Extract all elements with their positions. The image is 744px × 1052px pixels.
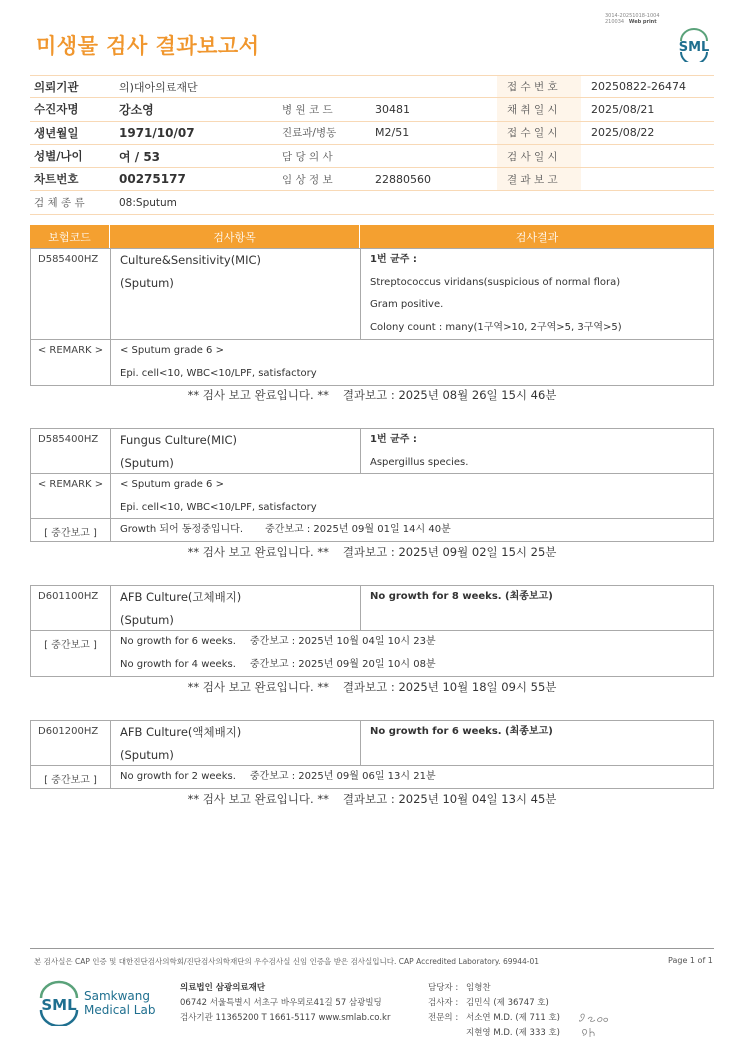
logo-text: SML: [678, 40, 710, 55]
result-row: [31, 429, 713, 474]
info-row: [30, 168, 714, 191]
patient-info-table: [30, 75, 714, 215]
test-item: [110, 249, 360, 339]
insurance-code: D585400HZ: [38, 434, 99, 445]
test-item: [110, 429, 360, 473]
test-result: [360, 586, 713, 630]
info-row: [30, 98, 714, 121]
specimen: (Sputum): [120, 612, 174, 627]
info-row: [30, 145, 714, 168]
result-line: 1번 균주 :: [370, 434, 417, 445]
interim-label: [ 중간보고 ]: [44, 528, 97, 539]
info-label: 접 수 일 시: [497, 122, 581, 144]
result-block: [30, 428, 714, 542]
report-complete: [30, 387, 714, 403]
result-block: [30, 585, 714, 677]
staff-label: 담당자 :: [428, 983, 459, 993]
interim-row: [31, 631, 713, 676]
info-value: 강소영: [119, 102, 154, 117]
specimen: (Sputum): [120, 455, 174, 470]
info-label: 임 상 정 보: [282, 173, 333, 186]
org-info: [180, 981, 390, 1026]
info-label: 생년월일: [34, 125, 79, 140]
header-item: 검사항목: [109, 225, 359, 248]
print-mark: Web print: [628, 19, 657, 25]
report-complete: [30, 544, 714, 560]
interim-time: 중간보고 : 2025년 09월 20일 10시 08분: [249, 658, 436, 670]
result-line: No growth for 8 weeks. (최종보고): [370, 591, 553, 602]
result-block: [30, 248, 714, 386]
info-value: 여 / 53: [119, 149, 161, 164]
interim-row: [31, 519, 713, 541]
page-title: 미생물 검사 결과보고서: [36, 34, 260, 58]
complete-text: ** 검사 보고 완료입니다. **: [187, 545, 329, 559]
info-value: 20250822-26474: [591, 80, 686, 94]
info-label: 담 당 의 사: [282, 150, 333, 163]
brand-line-1: Samkwang: [84, 989, 150, 1003]
remark-line: Epi. cell<10, WBC<10/LPF, satisfactory: [120, 367, 317, 379]
interim-text: No growth for 2 weeks.: [120, 771, 236, 782]
interim-line: [120, 631, 713, 654]
staff-label: 검사자 :: [428, 998, 459, 1008]
sml-logo: [675, 28, 713, 62]
page-number: Page 1 of 1: [668, 956, 713, 965]
info-row: [30, 191, 714, 214]
test-result: [360, 721, 713, 765]
print-code-line-2: 210034: [605, 19, 625, 25]
info-value: 22880560: [375, 172, 431, 186]
info-value: 00275177: [119, 172, 186, 187]
samkwang-logo: [36, 980, 82, 1026]
result-line: Streptococcus viridans(suspicious of normal flora): [370, 276, 621, 288]
info-row: [30, 122, 714, 145]
interim-row: [31, 766, 713, 788]
info-label: 차트번호: [34, 172, 79, 187]
staff-name: 지현영 M.D. (제 333 호): [466, 1028, 561, 1038]
remark-label: < REMARK >: [37, 479, 104, 490]
remark-line: Epi. cell<10, WBC<10/LPF, satisfactory: [120, 501, 317, 513]
complete-time: 결과보고 : 2025년 10월 18일 09시 55분: [342, 680, 557, 694]
insurance-code: D585400HZ: [38, 254, 99, 265]
result-line: No growth for 6 weeks. (최종보고): [370, 726, 553, 737]
info-label: 검 체 종 류: [34, 197, 85, 210]
info-value: 의)대아의료재단: [119, 80, 198, 94]
org-address: 06742 서울특별시 서초구 바우뫼로41길 57 삼광빌딩: [180, 998, 382, 1008]
staff-name: 서소연 M.D. (제 711 호): [466, 1013, 561, 1023]
test-item: [110, 586, 360, 630]
info-value: 1971/10/07: [119, 125, 195, 140]
info-label: 채 취 일 시: [497, 98, 581, 120]
brand-line-2: Medical Lab: [84, 1003, 156, 1017]
info-value: 30481: [375, 102, 410, 116]
result-line: Aspergillus species.: [370, 456, 469, 468]
interim-content: [110, 766, 713, 788]
info-label: 검 사 일 시: [497, 145, 581, 167]
report-complete: [30, 679, 714, 695]
interim-time: 중간보고 : 2025년 09월 01일 14시 40분: [265, 524, 451, 535]
insurance-code: D601200HZ: [38, 726, 99, 737]
info-label: 성별/나이: [34, 149, 83, 164]
interim-time: 중간보고 : 2025년 10월 04일 10시 23분: [249, 636, 436, 647]
result-row: [31, 249, 713, 340]
info-value: 2025/08/21: [591, 102, 655, 116]
info-label: 수진자명: [34, 102, 79, 117]
remark-line: < Sputum grade 6 >: [120, 345, 224, 356]
interim-line: [120, 654, 713, 677]
interim-line: [120, 519, 713, 542]
interim-content: [110, 631, 713, 676]
interim-time: 중간보고 : 2025년 09월 06일 13시 21분: [249, 771, 436, 782]
remark-content: [110, 340, 713, 385]
staff-name: 임형찬: [466, 983, 491, 993]
interim-label: [ 중간보고 ]: [44, 775, 97, 786]
info-label: 의뢰기관: [34, 79, 79, 94]
interim-content: [110, 519, 713, 541]
staff-list: [428, 981, 560, 1041]
org-name: 의료법인 삼광의료재단: [180, 983, 266, 993]
print-code: [605, 13, 660, 25]
header-result: 검사결과: [359, 225, 714, 248]
complete-time: 결과보고 : 2025년 08월 26일 15시 46분: [342, 388, 557, 402]
info-label: 접 수 번 호: [497, 76, 581, 97]
logo-text: SML: [41, 996, 77, 1014]
info-value: 08:Sputum: [119, 196, 177, 209]
print-code-line-1: 3014-20251018-1004: [605, 13, 660, 19]
info-label: 결 과 보 고: [497, 168, 581, 190]
complete-text: ** 검사 보고 완료입니다. **: [187, 792, 329, 806]
results-header: [30, 225, 714, 248]
staff-label: 전문의 :: [428, 1013, 459, 1023]
info-label: 병 원 코 드: [282, 103, 333, 116]
test-name: AFB Culture(고체배지): [120, 590, 242, 604]
result-line: Colony count : many(1구역>10, 2구역>5, 3구역>5): [370, 321, 622, 333]
test-result: [360, 429, 713, 473]
report-complete: [30, 791, 714, 807]
remark-row: [31, 474, 713, 519]
complete-time: 결과보고 : 2025년 10월 04일 13시 45분: [342, 792, 557, 806]
result-line: 1번 균주 :: [370, 254, 417, 265]
interim-text: No growth for 6 weeks.: [120, 636, 236, 647]
footer-divider: [30, 948, 714, 949]
remark-row: [31, 340, 713, 385]
accreditation-note: 본 검사실은 CAP 인증 및 대한진단검사의학회/진단검사의학재단의 우수검사실 신임 인증을 받은 검사실입니다. CAP Accredited Laboratory. 69944-01: [34, 957, 540, 966]
interim-line: [120, 766, 713, 789]
header-code: 보험코드: [48, 230, 91, 244]
remark-line: < Sputum grade 6 >: [120, 479, 224, 490]
brand-name: [84, 989, 155, 1017]
result-line: Gram positive.: [370, 299, 444, 310]
info-label: 진료과/병동: [282, 127, 337, 140]
remark-content: [110, 474, 713, 518]
complete-text: ** 검사 보고 완료입니다. **: [187, 680, 329, 694]
interim-text: Growth 되어 동정중입니다.: [120, 524, 244, 535]
remark-label: < REMARK >: [37, 345, 104, 356]
result-row: [31, 586, 713, 631]
complete-text: ** 검사 보고 완료입니다. **: [187, 388, 329, 402]
specimen: (Sputum): [120, 275, 174, 290]
info-value: M2/51: [375, 126, 410, 140]
result-block: [30, 720, 714, 789]
specimen: (Sputum): [120, 747, 174, 762]
test-name: Culture&Sensitivity(MIC): [120, 253, 262, 267]
interim-label: [ 중간보고 ]: [44, 640, 97, 651]
info-value: 2025/08/22: [591, 126, 655, 140]
interim-text: No growth for 4 weeks.: [120, 658, 236, 670]
org-contact: 검사기관 11365200 T 1661-5117 www.smlab.co.kr: [180, 1013, 391, 1023]
staff-name: 김민식 (제 36747 호): [466, 998, 549, 1008]
test-item: [110, 721, 360, 765]
insurance-code: D601100HZ: [38, 591, 99, 602]
complete-time: 결과보고 : 2025년 09월 02일 15시 25분: [342, 545, 557, 559]
test-name: Fungus Culture(MIC): [120, 433, 237, 447]
signature-image: [576, 1008, 616, 1042]
info-row: [30, 75, 714, 98]
test-result: [360, 249, 713, 339]
result-row: [31, 721, 713, 766]
test-name: AFB Culture(액체배지): [120, 725, 242, 739]
